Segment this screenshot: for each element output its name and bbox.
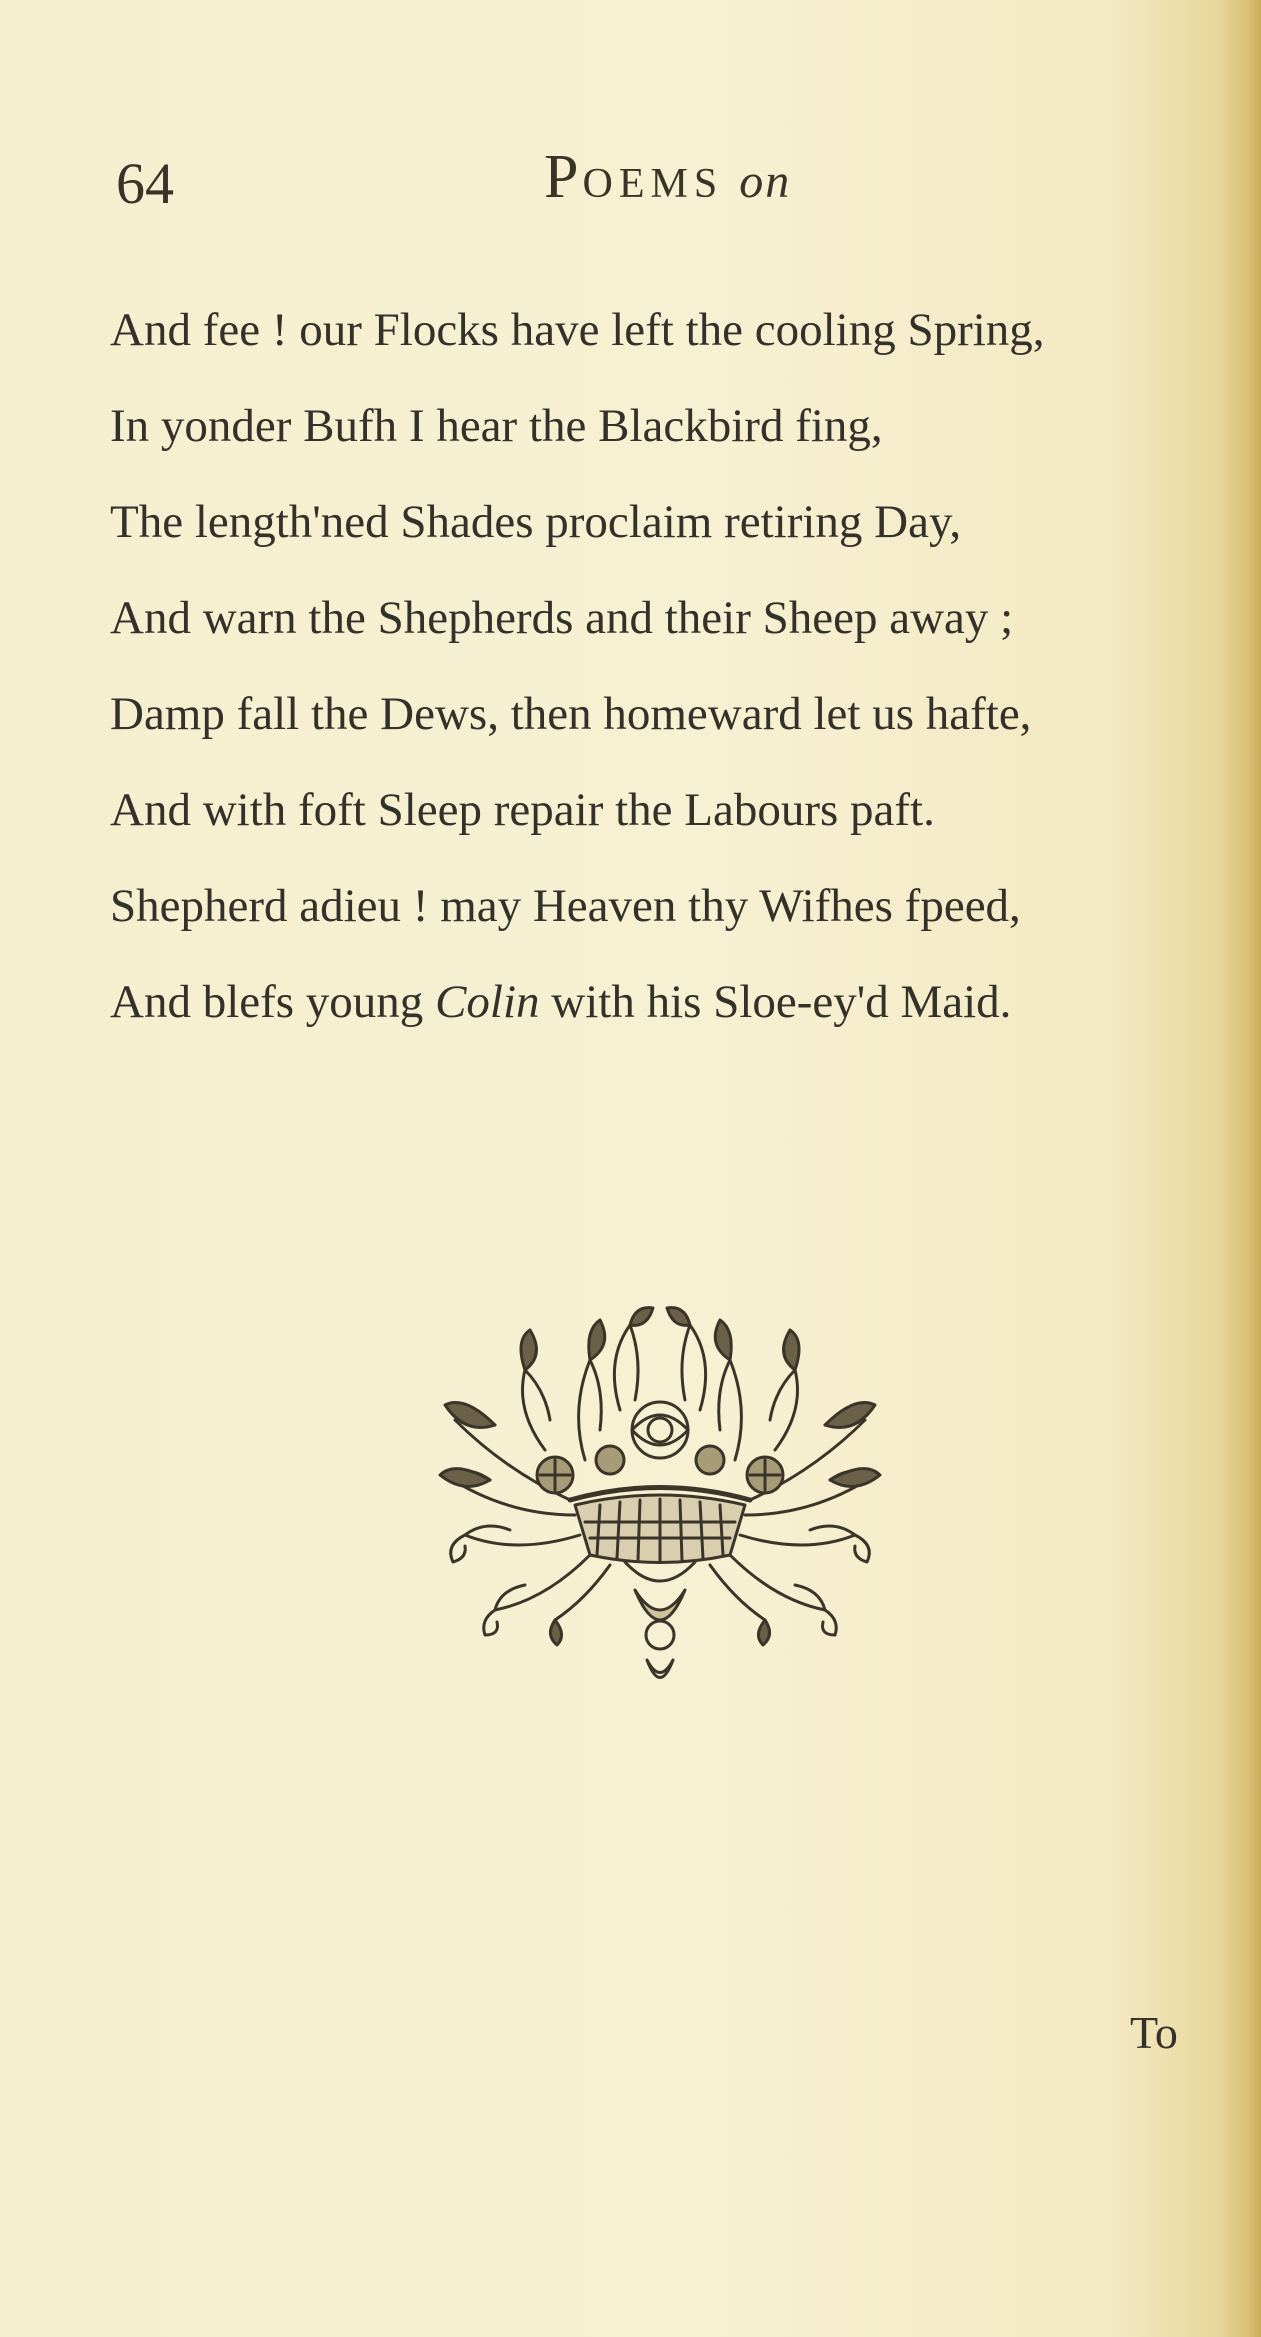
running-head-smallcaps: OEMS [582, 161, 724, 207]
poem-stanza [110, 282, 1230, 1050]
verse-line-1: And fee ! our Flocks have left the cooling Spring, [110, 304, 1045, 356]
running-head [544, 142, 791, 213]
verse-line-3: The length'ned Shades proclaim retiring Day, [110, 496, 962, 548]
verse-line-8-name: Colin [435, 976, 540, 1028]
verse-line-6: And with foft Sleep repair the Labours paft. [110, 784, 935, 836]
running-head-initial: P [544, 143, 583, 211]
catchword: To [1130, 2007, 1178, 2058]
verse-line-4: And warn the Shepherds and their Sheep away ; [110, 592, 1014, 644]
verse-line-8-end: with his Sloe-ey'd Maid. [539, 976, 1012, 1028]
verse-line-8 [110, 954, 1230, 1050]
floral-basket-ornament-icon [385, 1300, 935, 1750]
running-head-italic: on [739, 155, 792, 208]
verse-line-8-start: And blefs young [110, 976, 436, 1028]
verse-line-2: In yonder Bufh I hear the Blackbird fing, [110, 400, 883, 452]
verse-line-5: Damp fall the Dews, then homeward let us hafte, [110, 688, 1032, 740]
page-header [0, 142, 1261, 222]
page-number: 64 [116, 151, 174, 216]
verse-line-7: Shepherd adieu ! may Heaven thy Wifhes fpeed, [110, 880, 1021, 932]
